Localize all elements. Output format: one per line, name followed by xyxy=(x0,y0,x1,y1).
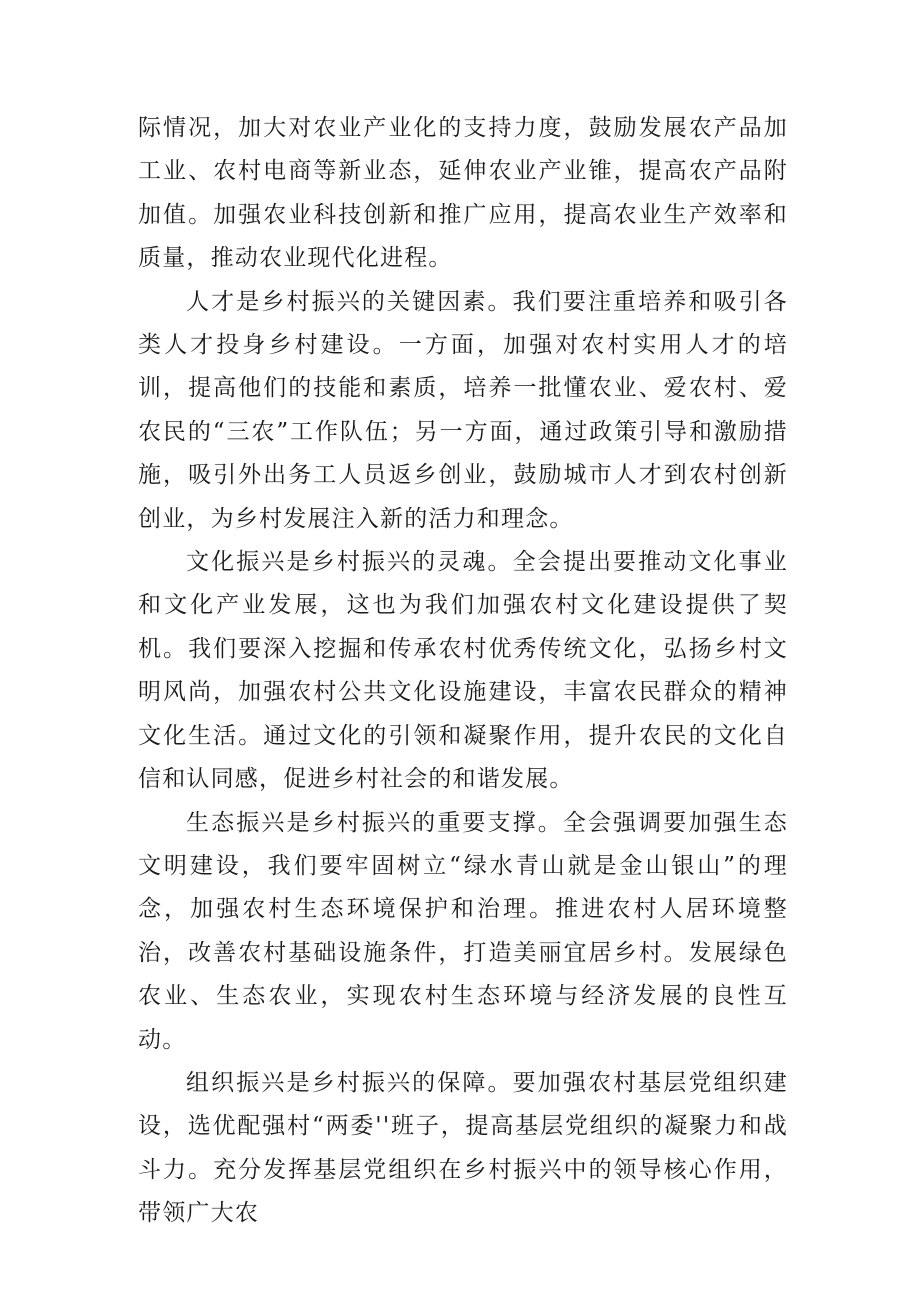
paragraph-organization-revitalization: 组织振兴是乡村振兴的保障。要加强农村基层党组织建设，选优配强村“两委''班子，提高基层党组织的凝聚力和战斗力。充分发挥基层党组织在乡村振兴中的领导核心作用，带领广大农 xyxy=(138,1069,788,1227)
paragraph-agriculture-industry: 际情况，加大对农业产业化的支持力度，鼓励发展农产品加工业、农村电商等新业态，延伸农业产业锥，提高农产品附加值。加强农业科技创新和推广应用，提高农业生产效率和质量，推动农业现代化进程。 xyxy=(138,115,788,272)
paragraph-culture-revitalization: 文化振兴是乡村振兴的灵魂。全会提出要推动文化事业和文化产业发展，这也为我们加强农村文化建设提供了契机。我们要深入挖掘和传承农村优秀传统文化，弘扬乡村文明风尚，加强农村公共文化设施建设，丰富农民群众的精神文化生活。通过文化的引领和凝聚作用，提升农民的文化自信和认同感，促进乡村社会的和谐发展。 xyxy=(138,549,788,793)
paragraph-talent-revitalization: 人才是乡村振兴的关键因素。我们要注重培养和吸引各类人才投身乡村建设。一方面，加强对农村实用人才的培训，提高他们的技能和素质，培养一批懂农业、爱农村、爱农民的“三农”工作队伍；另一方面，通过政策引导和激励措施，吸引外出务工人员返乡创业，鼓励城市人才到农村创新创业，为乡村发展注入新的活力和理念。 xyxy=(138,288,788,532)
document-body xyxy=(138,107,788,1236)
paragraph-ecology-revitalization: 生态振兴是乡村振兴的重要支撑。全会强调要加强生态文明建设，我们要牢固树立“绿水青山就是金山银山”的理念，加强农村生态环境保护和治理。推进农村人居环境整治，改善农村基础设施条件，打造美丽宜居乡村。发展绿色农业、生态农业，实现农村生态环境与经济发展的良性互动。 xyxy=(138,809,788,1053)
